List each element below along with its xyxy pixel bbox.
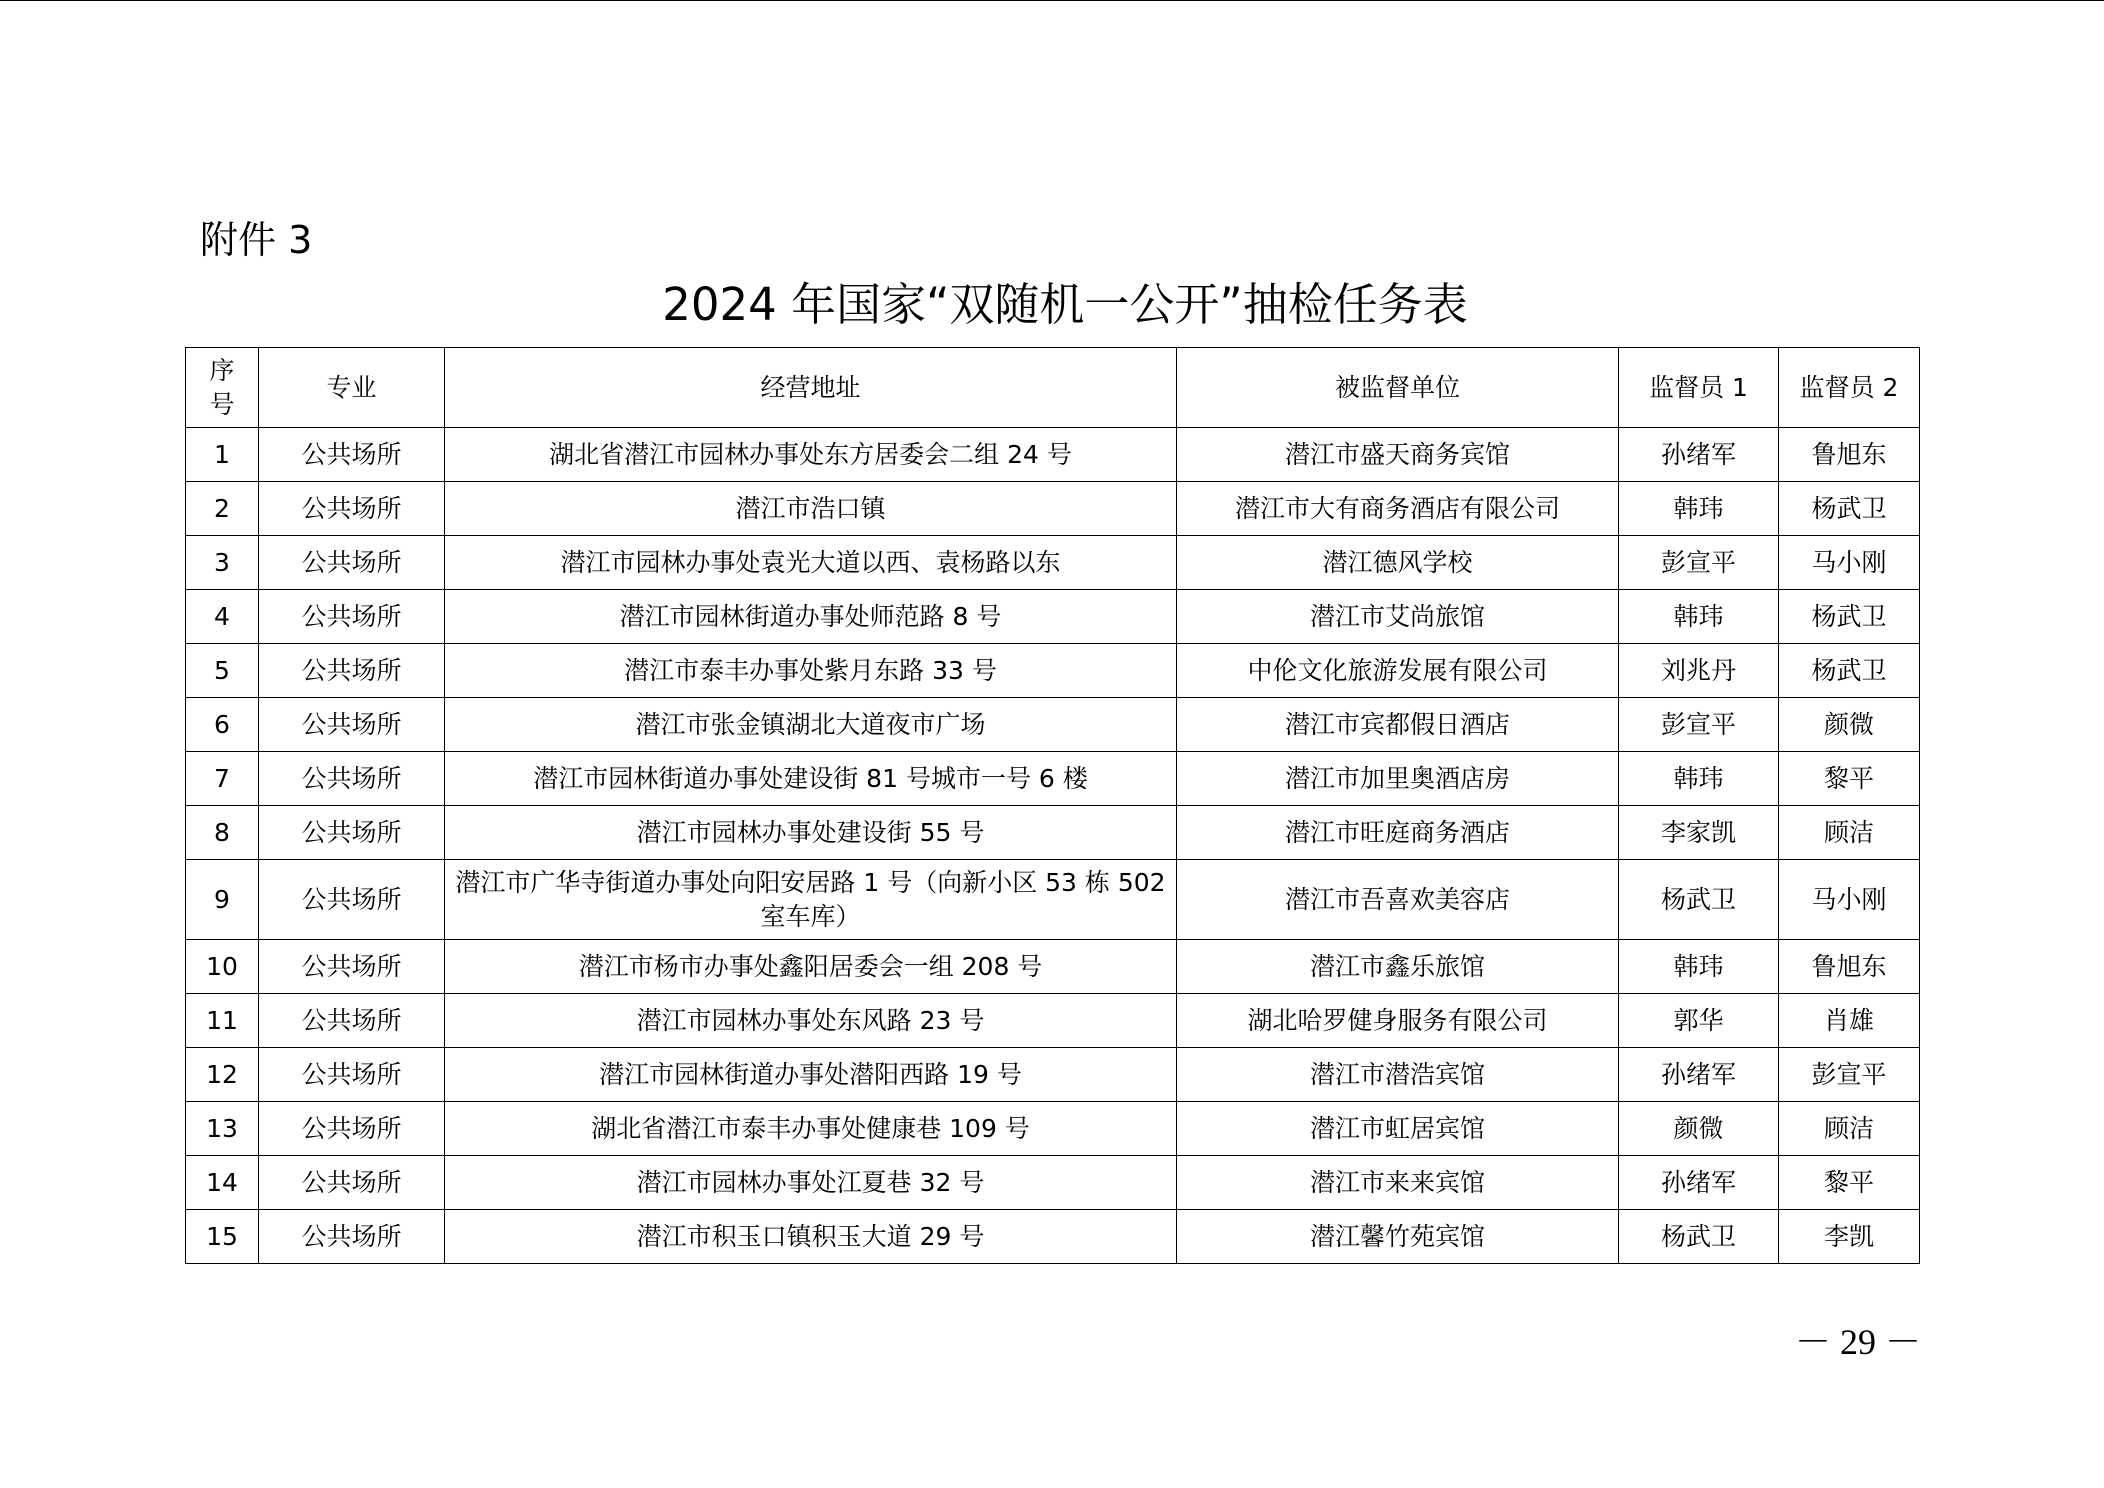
cell-unit: 潜江德风学校	[1177, 536, 1619, 590]
cell-unit: 潜江市来来宾馆	[1177, 1156, 1619, 1210]
cell-index: 5	[186, 644, 259, 698]
cell-index: 3	[186, 536, 259, 590]
cell-unit: 潜江市鑫乐旅馆	[1177, 940, 1619, 994]
cell-inspector-2: 鲁旭东	[1779, 428, 1920, 482]
cell-inspector-1: 孙绪军	[1619, 428, 1779, 482]
cell-inspector-2: 顾洁	[1779, 1102, 1920, 1156]
header-address: 经营地址	[445, 348, 1177, 428]
cell-inspector-2: 顾洁	[1779, 806, 1920, 860]
table-row	[186, 644, 1920, 698]
cell-inspector-1: 韩玮	[1619, 940, 1779, 994]
cell-inspector-1: 颜微	[1619, 1102, 1779, 1156]
cell-address: 潜江市园林街道办事处师范路 8 号	[445, 590, 1177, 644]
cell-unit: 潜江市潜浩宾馆	[1177, 1048, 1619, 1102]
cell-unit: 潜江市宾都假日酒店	[1177, 698, 1619, 752]
cell-address: 潜江市园林街道办事处建设街 81 号城市一号 6 楼	[445, 752, 1177, 806]
header-inspector-1: 监督员 1	[1619, 348, 1779, 428]
header-specialty: 专业	[259, 348, 445, 428]
cell-address: 湖北省潜江市泰丰办事处健康巷 109 号	[445, 1102, 1177, 1156]
table-row	[186, 1210, 1920, 1264]
cell-index: 2	[186, 482, 259, 536]
cell-address: 潜江市园林办事处江夏巷 32 号	[445, 1156, 1177, 1210]
table-row	[186, 482, 1920, 536]
cell-index: 13	[186, 1102, 259, 1156]
cell-inspector-2: 肖雄	[1779, 994, 1920, 1048]
cell-unit: 潜江市吾喜欢美容店	[1177, 860, 1619, 940]
cell-index: 10	[186, 940, 259, 994]
cell-address: 潜江市园林街道办事处潜阳西路 19 号	[445, 1048, 1177, 1102]
page-top-rule	[0, 0, 2104, 1]
cell-inspector-2: 马小刚	[1779, 536, 1920, 590]
table-row	[186, 590, 1920, 644]
cell-inspector-1: 韩玮	[1619, 482, 1779, 536]
cell-inspector-2: 杨武卫	[1779, 644, 1920, 698]
cell-inspector-1: 李家凯	[1619, 806, 1779, 860]
table-row	[186, 428, 1920, 482]
table-row	[186, 536, 1920, 590]
cell-specialty: 公共场所	[259, 860, 445, 940]
cell-inspector-1: 郭华	[1619, 994, 1779, 1048]
cell-inspector-1: 孙绪军	[1619, 1048, 1779, 1102]
cell-specialty: 公共场所	[259, 994, 445, 1048]
cell-specialty: 公共场所	[259, 698, 445, 752]
cell-index: 12	[186, 1048, 259, 1102]
cell-unit: 潜江市加里奥酒店房	[1177, 752, 1619, 806]
cell-inspector-1: 彭宣平	[1619, 536, 1779, 590]
cell-specialty: 公共场所	[259, 1048, 445, 1102]
cell-address: 湖北省潜江市园林办事处东方居委会二组 24 号	[445, 428, 1177, 482]
cell-inspector-2: 颜微	[1779, 698, 1920, 752]
cell-inspector-2: 黎平	[1779, 1156, 1920, 1210]
cell-address: 潜江市园林办事处东风路 23 号	[445, 994, 1177, 1048]
cell-specialty: 公共场所	[259, 940, 445, 994]
cell-inspector-2: 杨武卫	[1779, 590, 1920, 644]
cell-unit: 潜江市艾尚旅馆	[1177, 590, 1619, 644]
header-index	[186, 348, 259, 428]
cell-index: 7	[186, 752, 259, 806]
table-header-row	[186, 348, 1920, 428]
table-row	[186, 860, 1920, 940]
cell-inspector-1: 孙绪军	[1619, 1156, 1779, 1210]
cell-inspector-2: 黎平	[1779, 752, 1920, 806]
cell-index: 11	[186, 994, 259, 1048]
cell-index: 14	[186, 1156, 259, 1210]
cell-inspector-1: 韩玮	[1619, 590, 1779, 644]
cell-address: 潜江市张金镇湖北大道夜市广场	[445, 698, 1177, 752]
cell-unit: 湖北哈罗健身服务有限公司	[1177, 994, 1619, 1048]
header-inspector-2: 监督员 2	[1779, 348, 1920, 428]
cell-address: 潜江市积玉口镇积玉大道 29 号	[445, 1210, 1177, 1264]
table-row	[186, 752, 1920, 806]
cell-inspector-2: 杨武卫	[1779, 482, 1920, 536]
cell-index: 4	[186, 590, 259, 644]
cell-specialty: 公共场所	[259, 590, 445, 644]
cell-specialty: 公共场所	[259, 482, 445, 536]
cell-index: 15	[186, 1210, 259, 1264]
task-table	[185, 347, 1920, 1264]
cell-inspector-1: 韩玮	[1619, 752, 1779, 806]
table-row	[186, 1102, 1920, 1156]
table-row	[186, 940, 1920, 994]
table-row	[186, 1156, 1920, 1210]
cell-unit: 潜江市虹居宾馆	[1177, 1102, 1619, 1156]
cell-index: 1	[186, 428, 259, 482]
cell-unit: 潜江市大有商务酒店有限公司	[1177, 482, 1619, 536]
cell-specialty: 公共场所	[259, 752, 445, 806]
cell-inspector-1: 杨武卫	[1619, 1210, 1779, 1264]
cell-index: 6	[186, 698, 259, 752]
cell-inspector-2: 鲁旭东	[1779, 940, 1920, 994]
header-index-line1: 序	[209, 355, 235, 385]
header-unit: 被监督单位	[1177, 348, 1619, 428]
cell-specialty: 公共场所	[259, 1102, 445, 1156]
cell-unit: 潜江馨竹苑宾馆	[1177, 1210, 1619, 1264]
page-number: － 29 －	[1794, 1322, 1921, 1362]
cell-address: 潜江市园林办事处建设街 55 号	[445, 806, 1177, 860]
cell-unit: 中伦文化旅游发展有限公司	[1177, 644, 1619, 698]
cell-unit: 潜江市盛天商务宾馆	[1177, 428, 1619, 482]
cell-unit: 潜江市旺庭商务酒店	[1177, 806, 1619, 860]
cell-specialty: 公共场所	[259, 536, 445, 590]
table-row	[186, 994, 1920, 1048]
cell-address: 潜江市广华寺街道办事处向阳安居路 1 号（向新小区 53 栋 502 室车库）	[445, 860, 1177, 940]
cell-address: 潜江市杨市办事处鑫阳居委会一组 208 号	[445, 940, 1177, 994]
cell-inspector-2: 彭宣平	[1779, 1048, 1920, 1102]
header-index-line2: 号	[209, 389, 235, 419]
table-row	[186, 1048, 1920, 1102]
cell-address: 潜江市园林办事处袁光大道以西、袁杨路以东	[445, 536, 1177, 590]
cell-specialty: 公共场所	[259, 1210, 445, 1264]
cell-specialty: 公共场所	[259, 806, 445, 860]
cell-inspector-2: 李凯	[1779, 1210, 1920, 1264]
cell-index: 9	[186, 860, 259, 940]
table-row	[186, 698, 1920, 752]
cell-inspector-1: 彭宣平	[1619, 698, 1779, 752]
cell-address: 潜江市浩口镇	[445, 482, 1177, 536]
cell-address: 潜江市泰丰办事处紫月东路 33 号	[445, 644, 1177, 698]
document-title: 2024 年国家“双随机一公开”抽检任务表	[662, 278, 1468, 331]
table-body	[186, 428, 1920, 1264]
cell-specialty: 公共场所	[259, 1156, 445, 1210]
attachment-label: 附件 3	[200, 218, 313, 262]
cell-index: 8	[186, 806, 259, 860]
cell-specialty: 公共场所	[259, 428, 445, 482]
table-row	[186, 806, 1920, 860]
cell-specialty: 公共场所	[259, 644, 445, 698]
cell-inspector-1: 刘兆丹	[1619, 644, 1779, 698]
cell-inspector-1: 杨武卫	[1619, 860, 1779, 940]
cell-inspector-2: 马小刚	[1779, 860, 1920, 940]
